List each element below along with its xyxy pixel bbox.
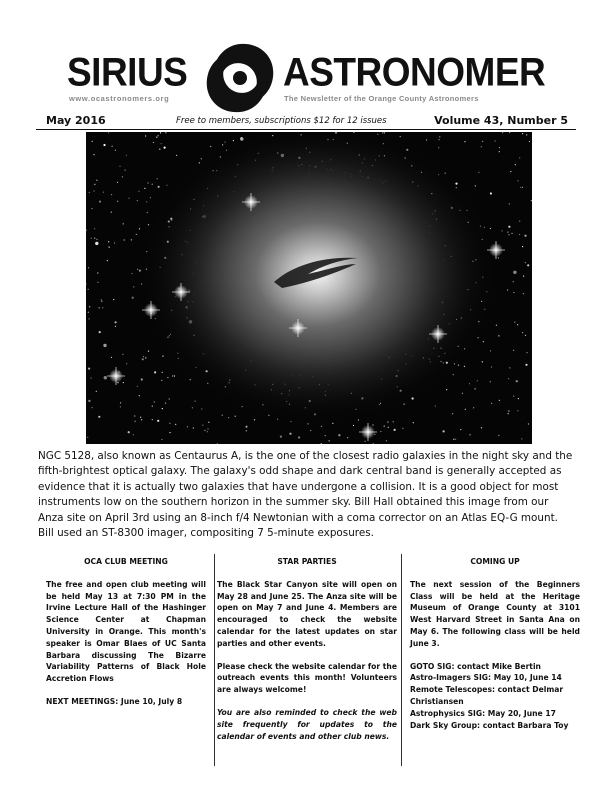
newsletter-subtitle: The Newsletter of the Orange County Astronomers xyxy=(284,94,479,103)
sig-item: GOTO SIG: contact Mike Bertin xyxy=(410,661,541,671)
outreach-note: Please check the website calendar for the outreach events this month! Volunteers are always welcome! xyxy=(217,661,397,695)
column-divider xyxy=(401,554,402,766)
site-url: www.ocastronomers.org xyxy=(69,94,170,103)
photo-caption: NGC 5128, also known as Centaurus A, is the one of the closest radio galaxies in the night sky and the fifth-brightest optical galaxy. The galaxy's odd shape and dark central band is generally accepted as evidence that it is actually two galaxies that have undergone a collision. It is a good object for most instruments low on the southern horizon in the summer sky. Bill Hall obtained this image from our Anza site on April 3rd using an 8-inch f/4 Newtonian with a coma corrector on an Atlas EQ-G mount. Bill used an ST-8300 imager, compositing 7 5-minute exposures. xyxy=(38,450,573,540)
coming-up-heading: COMING UP xyxy=(470,557,520,566)
beginners-class-note: The next session of the Beginners Class will be held at the Heritage Museum of Orange County at 3101 West Harvard Street in Santa Ana on May 6. The following class will be held June 3. xyxy=(410,579,580,648)
next-meetings: NEXT MEETINGS: June 10, July 8 xyxy=(46,696,183,706)
column-divider xyxy=(214,554,215,766)
star-parties-body: The Black Star Canyon site will open on May 28 and June 25. The Anza site will be open on May 7 and June 4. Members are encouraged to check the website calendar for the latest updates on star parties and other events. xyxy=(217,579,397,648)
star-parties-heading: STAR PARTIES xyxy=(277,557,337,566)
masthead-title-right: ASTRONOMER xyxy=(283,49,546,95)
club-meeting-body: The free and open club meeting will be held May 13 at 7:30 PM in the Irvine Lecture Hall of the Hashinger Science Center at Chapman University in Orange. This month's speaker is Omar Blaes of UC Santa Barbara discussing The Bizarre Variability Patterns of Black Hole Accretion Flows xyxy=(46,579,206,684)
sig-item: Astrophysics SIG: May 20, June 17 xyxy=(410,708,556,718)
sig-list xyxy=(410,661,580,732)
sig-item: Remote Telescopes: contact Delmar Christiansen xyxy=(410,685,564,706)
sig-item: Dark Sky Group: contact Barbara Toy xyxy=(410,720,569,730)
masthead xyxy=(0,0,612,128)
galaxy-photo xyxy=(86,132,532,444)
website-reminder: You are also reminded to check the web site frequently for updates to the calendar of events and other club news. xyxy=(217,707,397,741)
club-meeting-column xyxy=(46,556,206,719)
issue-date: May 2016 xyxy=(46,114,106,127)
coming-up-column xyxy=(410,556,580,731)
sig-item: Astro-Imagers SIG: May 10, June 14 xyxy=(410,673,562,683)
subscription-note: Free to members, subscriptions $12 for 12 issues xyxy=(176,116,387,126)
swirl-galaxy-logo xyxy=(200,38,280,118)
masthead-title-left: SIRIUS xyxy=(67,49,188,95)
star-parties-column xyxy=(217,556,397,753)
issue-volume: Volume 43, Number 5 xyxy=(434,114,568,127)
club-meeting-heading: OCA CLUB MEETING xyxy=(84,557,168,566)
issue-bar xyxy=(36,112,576,130)
